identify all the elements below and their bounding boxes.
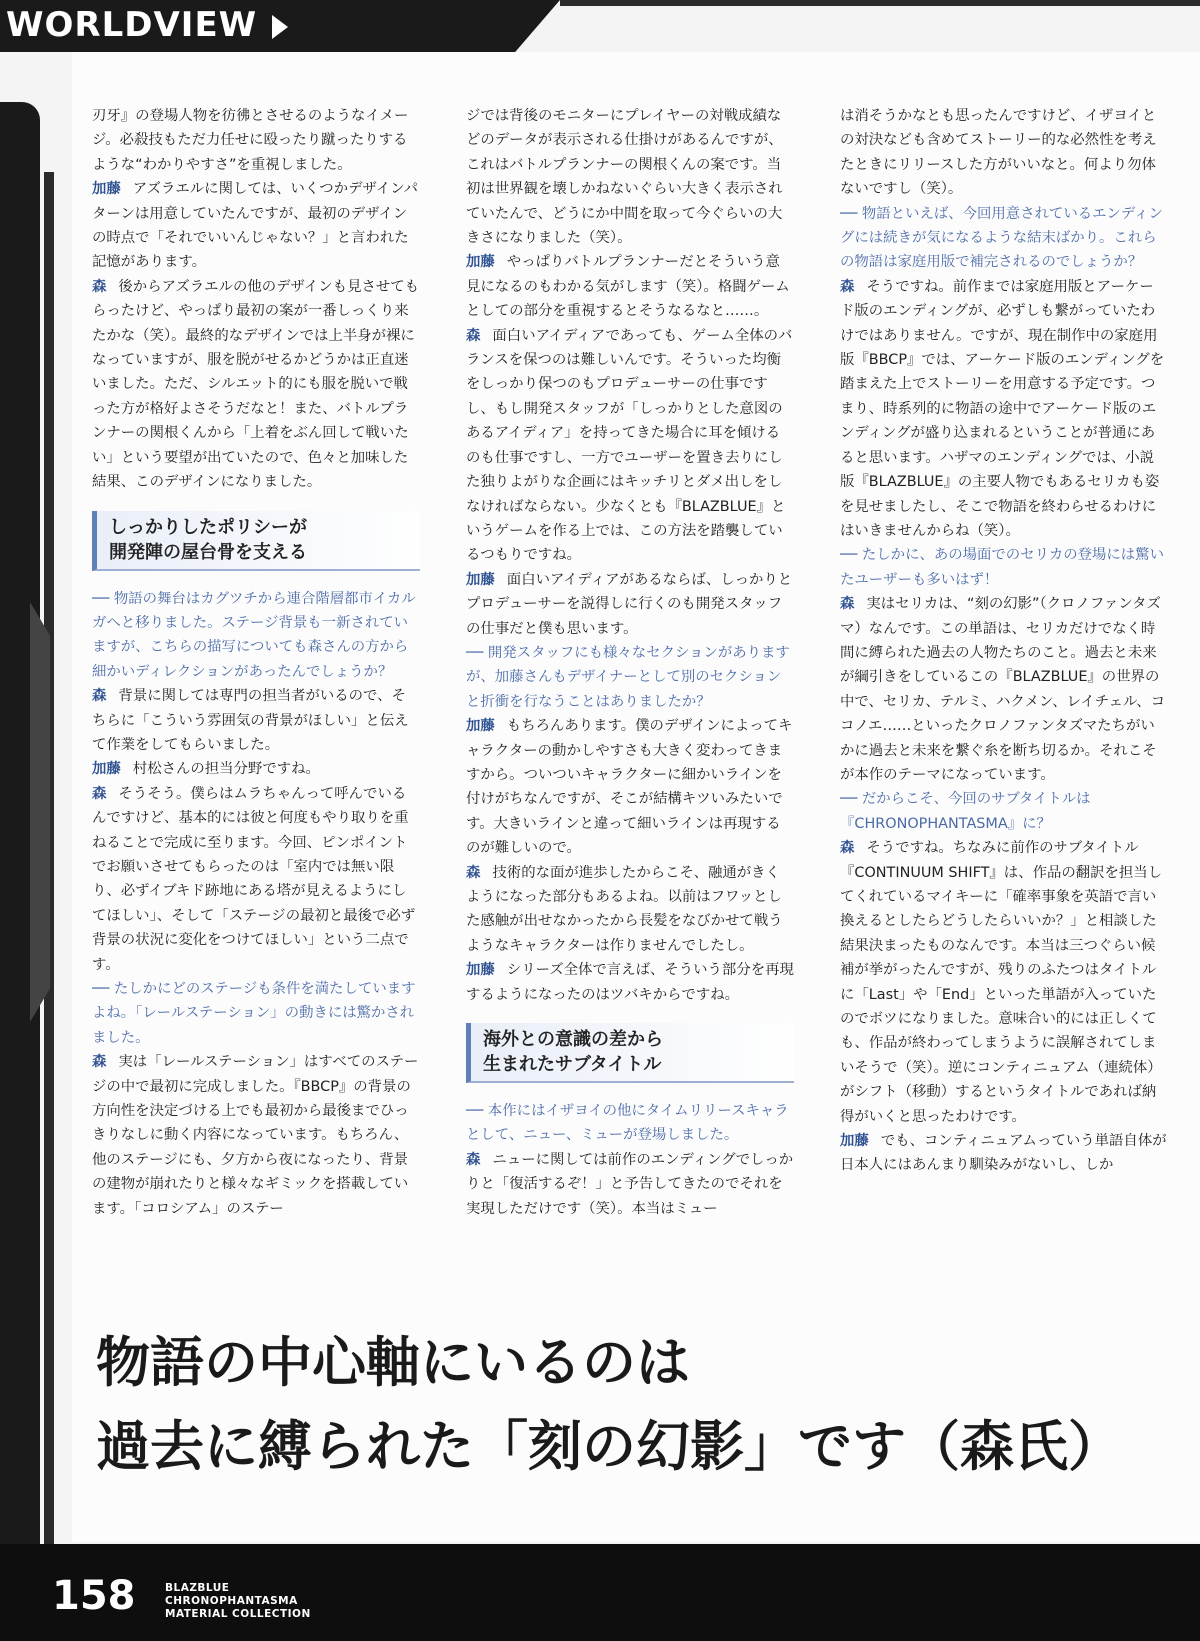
paragraph xyxy=(466,250,794,323)
interviewer-question: ── 本作にはイザヨイの他にタイムリリースキャラとして、ニュー、ミューが登場しました。 xyxy=(466,1103,789,1144)
paragraph-text: もちろんあります。僕のデザインによってキャラクターの動かしやすさも大きく変わってきますから。ついついキャラクターに細かいラインを付けがちなんですが、そこが結構キツいみたいです。大きいラインと違って細いラインは再現するのが難しいので。 xyxy=(466,718,793,857)
pull-quote-line: 過去に縛られた「刻の幻影」です（森氏） xyxy=(96,1414,1122,1478)
paragraph xyxy=(840,1129,1168,1178)
subheading xyxy=(92,511,420,571)
interviewer-question: ── 物語の舞台はカグツチから連合階層都市イカルガへと移りました。ステージ背景も一新されていますが、こちらの描写についても森さんの方から細かいディレクションがあったんでしょうか？ xyxy=(92,590,416,680)
paragraph-text: やっぱりバトルプランナーだとそういう意見になるのもわかる気がします（笑）。格闘ゲームとしての部分を重視するとそうなるなと……。 xyxy=(466,254,790,320)
paragraph xyxy=(466,324,794,568)
paragraph-text: シリーズ全体で言えば、そういう部分を再現するようになったのはツバキからですね。 xyxy=(466,962,794,1003)
paragraph-text: 技術的な面が進歩したからこそ、融通がきくようになった部分もあるよね。以前はフワッとした感触が出せなかったから長髪をなびかせて戦うようなキャラクターは作りませんでしたし。 xyxy=(466,864,783,954)
speaker-name: 加藤 xyxy=(92,181,121,198)
subheading-line: 海外との意識の差から xyxy=(483,1029,663,1051)
paragraph xyxy=(840,836,1168,1129)
paragraph xyxy=(840,275,1168,543)
publication-line: CHRONOPHANTASMA xyxy=(165,1595,298,1607)
subheading-line: 生まれたサブタイトル xyxy=(483,1054,662,1076)
paragraph-text: 背景に関しては専門の担当者がいるので、そちらに「こういう雰囲気の背景がほしい」と伝えて作業をしてもらいました。 xyxy=(92,688,409,753)
paragraph-text: でも、コンティニュアムっていう単語自体が日本人にはあんまり馴染みがないし、しか xyxy=(840,1133,1167,1174)
interviewer-question: ── 開発スタッフにも様々なセクションがありますが、加藤さんもデザイナーとして別のセクションと折衝を行なうことはありましたか？ xyxy=(466,644,790,710)
column-1 xyxy=(92,104,420,1221)
interviewer-question: ── たしかにどのステージも条件を満たしていますよね。「レールステーション」の動きには驚かされました。 xyxy=(92,981,416,1046)
publication-title xyxy=(165,1582,311,1621)
paragraph: は消そうかなとも思ったんですけど、イザヨイとの対決なども含めてストーリー的な必然性を考えたときにリリースした方がいいなと。何より勿体ないですし（笑）。 xyxy=(840,108,1157,198)
header-rule xyxy=(560,0,1200,6)
speaker-name: 森 xyxy=(92,785,107,802)
page-number: 158 xyxy=(52,1573,136,1619)
paragraph xyxy=(92,782,420,977)
speaker-name: 森 xyxy=(92,278,107,295)
speaker-name: 加藤 xyxy=(840,1133,869,1150)
speaker-name: 加藤 xyxy=(466,962,495,979)
speaker-name: 加藤 xyxy=(466,254,495,271)
paragraph-text: ニューに関しては前作のエンディングでしっかりと「復活するぞ！」と予告してきたのでそれを実現しただけです（笑）。本当はミュー xyxy=(466,1151,794,1217)
speaker-name: 加藤 xyxy=(466,718,495,735)
publication-line: MATERIAL COLLECTION xyxy=(165,1608,311,1620)
paragraph-text: 実は「レールステーション」はすべてのステージの中で最初に完成しました。『BBCP』の背景の方向性を決定づける上でも最初から最後までひっきりなしに動く内容になっています。もちろん、他のステージにも、夕方から夜になったり、背景の建物が崩れたりと様々なギミックを搭載しています。「コロシアム」のステー xyxy=(92,1054,419,1217)
pull-quote xyxy=(96,1320,1176,1488)
speaker-name: 森 xyxy=(466,327,481,344)
interviewer-question: ── たしかに、あの場面でのセリカの登場には驚いたユーザーも多いはず！ xyxy=(840,547,1164,588)
paragraph xyxy=(92,1050,420,1221)
paragraph-text: 実はセリカは、“刻の幻影”（クロノファンタズマ）なんです。この単語は、セリカだけでなく時間に縛られた過去の人物たちのこと。過去と未来が綱引きをしているこの『BLAZBLUE』の世界の中で、セリカ、テルミ、ハクメン、レイチェル、ココノエ……といったクロノファンタズマたちがいかに過去と未来を繋ぐ糸を断ち切るか。それこそが本作のテーマになっています。 xyxy=(840,596,1166,783)
paragraph: 刃牙』の登場人物を彷彿とさせるのようなイメージ。必殺技もただ力任せに殴ったり蹴ったりするような“わかりやすさ”を重視しました。 xyxy=(92,108,409,173)
speaker-name: 森 xyxy=(840,840,855,857)
arrow-right-icon xyxy=(272,15,288,39)
paragraph-text: そうですね。前作までは家庭用版とアーケード版のエンディングが、必ずしも繋がっていたわけではありません。ですが、現在制作中の家庭用版『BBCP』では、アーケード版のエンディングを踏まえた上でストーリーを用意する予定です。つまり、時系列的に物語の途中でアーケード版のエンディングが盛り込まれるということが普通にあると思います。ハザマのエンディングでは、小説版『BLAZBLUE』の主要人物でもあるセリカも姿を見せましたし、そこで物語を終わらせるわけにはいきませんからね（笑）。 xyxy=(840,278,1165,539)
paragraph: ジでは背後のモニターにプレイヤーの対戦成績などのデータが表示される仕掛けがあるんですが、これはバトルプランナーの関根くんの案です。当初は世界観を壊しかねないぐらい大きく表示されていたんで、どうにか中間を取って今ぐらいの大きさになりました（笑）。 xyxy=(466,108,783,247)
paragraph xyxy=(466,861,794,959)
paragraph xyxy=(92,684,420,757)
paragraph-text: 村松さんの担当分野ですね。 xyxy=(132,761,320,778)
speaker-name: 森 xyxy=(840,278,855,295)
interviewer-question: ── だからこそ、今回のサブタイトルは『CHRONOPHANTASMA』に？ xyxy=(840,791,1091,832)
section-title: WORLDVIEW xyxy=(6,5,258,45)
paragraph xyxy=(466,568,794,641)
paragraph-text: 後からアズラエルの他のデザインも見させてもらったけど、やっぱり最初の案が一番しっくり来たかな（笑）。最終的なデザインでは上半身が裸になっていますが、服を脱がせるかどうかは正直迷いました。ただ、シルエット的にも服を脱いで戦った方が格好よさそうだなと！また、バトルプランナーの関根くんから「上着をぶん回して戦いたい」という要望が出ていたので、色々と加味した結果、このデザインになりました。 xyxy=(92,278,420,491)
paragraph-text: 面白いアイディアであっても、ゲーム全体のバランスを保つのは難しいんです。そういった均衡をしっかり保つのもプロデューサーの仕事ですし、もし開発スタッフが「しっかりとした意図のあるアイディア」を持ってきた場合に耳を傾けるのも仕事ですし、一方でユーザーを置き去りにした独りよがりな企画にはキッチリとダメ出しをしなければならない。少なくとも『BLAZBLUE』というゲームを作る上では、この方法を踏襲しているつもりですね。 xyxy=(466,327,793,564)
paragraph xyxy=(466,1148,794,1221)
paragraph-text: アズラエルに関しては、いくつかデザインパターンは用意していたんですが、最初のデザインの時点で「それでいいんじゃない？」と言われた記憶があります。 xyxy=(92,181,419,271)
paragraph-text: そうですね。ちなみに前作のサブタイトル『CONTINUUM SHIFT』は、作品の翻訳を担当してくれているマイキーに「確率事象を英語で言い換えるとしたらどうしたらいいか？」と相談した結果決まったものなんです。本当は三つぐらい候補が挙がったんですが、残りのふたつはタイトルに「Last」や「End」といった単語が入っていたのでボツになりました。意味合い的には正しくても、作品が終わってしまうように誤解されてしまいそうで（笑）。逆にコンティニュアム（連続体）がシフト（移動）するというタイトルであれば納得がいくと思ったわけです。 xyxy=(840,840,1163,1125)
column-3 xyxy=(840,104,1168,1178)
speaker-name: 森 xyxy=(92,688,107,705)
speaker-name: 森 xyxy=(466,1151,481,1168)
publication-line: BLAZBLUE xyxy=(165,1582,230,1594)
paragraph-text: そうそう。僕らはムラちゃんって呼んでいるんですけど、基本的には彼と何度もやり取りを重ねることで完成に至ります。今回、ピンポイントでお願いさせてもらったのは「室内では無い限り、必ずイブキド跡地にある塔が見えるようにしてほしい」、そして「ステージの最初と最後で必ず背景の状況に変化をつけてほしい」という二点です。 xyxy=(92,785,416,973)
paragraph xyxy=(466,958,794,1007)
pull-quote-line: 物語の中心軸にいるのは xyxy=(96,1330,690,1394)
paragraph-text: 面白いアイディアがあるならば、しっかりとプロデューサーを説得しに行くのも開発スタッフの仕事だと僕も思います。 xyxy=(466,571,793,637)
frame-notch xyxy=(30,602,50,1022)
speaker-name: 森 xyxy=(92,1054,107,1071)
paragraph xyxy=(466,714,794,860)
paragraph xyxy=(92,275,420,495)
interviewer-question: ── 物語といえば、今回用意されているエンディングには続きが気になるような結末ばかり。これらの物語は家庭用版で補完されるのでしょうか？ xyxy=(840,205,1163,271)
speaker-name: 森 xyxy=(466,864,481,881)
subheading-line: 開発陣の屋台骨を支える xyxy=(109,541,307,563)
paragraph xyxy=(92,757,420,781)
left-frame-decoration xyxy=(0,52,70,1552)
paragraph xyxy=(92,177,420,275)
paragraph xyxy=(840,592,1168,787)
subheading-line: しっかりしたポリシーが xyxy=(109,516,307,538)
subheading xyxy=(466,1023,794,1083)
speaker-name: 加藤 xyxy=(466,571,495,588)
column-2 xyxy=(466,104,794,1221)
speaker-name: 森 xyxy=(840,596,855,613)
speaker-name: 加藤 xyxy=(92,761,121,778)
